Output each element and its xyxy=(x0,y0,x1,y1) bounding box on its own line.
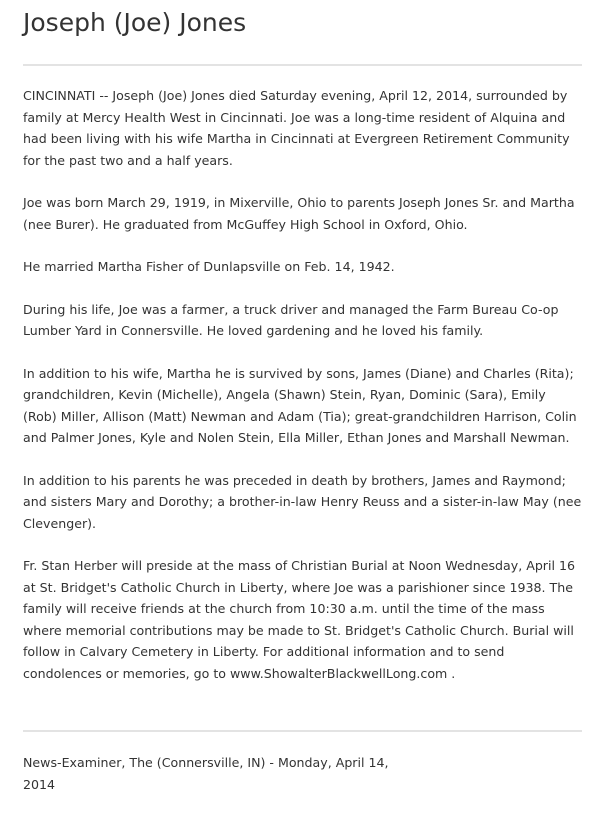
paragraph-death-notice: CINCINNATI -- Joseph (Joe) Jones died Saturday evening, April 12, 2014, surrounded by family at Mercy Health West in Cincinnati. Joe was a long-time resident of Alquina and had been living with his wife Martha in Cincinnati at Evergreen Retirement Community for the past two and a half years. xyxy=(23,88,570,168)
paragraph-marriage: He married Martha Fisher of Dunlapsville on Feb. 14, 1942. xyxy=(23,259,395,274)
page-title: Joseph (Joe) Jones xyxy=(23,8,247,37)
paragraph-birth: Joe was born March 29, 1919, in Mixerville, Ohio to parents Joseph Jones Sr. and Martha (nee Burer). He graduated from McGuffey High School in Oxford, Ohio. xyxy=(23,195,575,232)
publication-source: News-Examiner, The (Connersville, IN) - Monday, April 14, 2014 xyxy=(23,755,389,792)
paragraph-preceded: In addition to his parents he was preceded in death by brothers, James and Raymond; and sisters Mary and Dorothy; a brother-in-law Henry Reuss and a sister-in-law May (nee Clevenger). xyxy=(23,472,582,531)
paragraph-career: During his life, Joe was a farmer, a truck driver and managed the Farm Bureau Co-op Lumber Yard in Connersville. He loved gardening and he loved his family. xyxy=(23,301,559,338)
obituary-body xyxy=(23,85,583,705)
top-divider xyxy=(23,64,582,66)
paragraph-services: Fr. Stan Herber will preside at the mass of Christian Burial at Noon Wednesday, April 16 at St. Bridget's Catholic Church in Liberty, where Joe was a parishioner since 1938. The family will receive friends at the church from 10:30 a.m. until the time of the mass where memorial contributions may be made to St. Bridget's Catholic Church. Burial will follow in Calvary Cemetery in Liberty. For additional information and to send condolences or memories, go to www.ShowalterBlackwellLong.com . xyxy=(23,558,576,681)
bottom-divider xyxy=(23,730,582,732)
paragraph-survivors: In addition to his wife, Martha he is survived by sons, James (Diane) and Charles (Rita); grandchildren, Kevin (Michelle), Angela (Shawn) Stein, Ryan, Dominic (Sara), Emily (Rob) Miller, Allison (Matt) Newman and Adam (Tia); great-grandchildren Harrison, Colin and Palmer Jones, Kyle and Nolen Stein, Ella Miller, Ethan Jones and Marshall Newman. xyxy=(23,365,577,445)
